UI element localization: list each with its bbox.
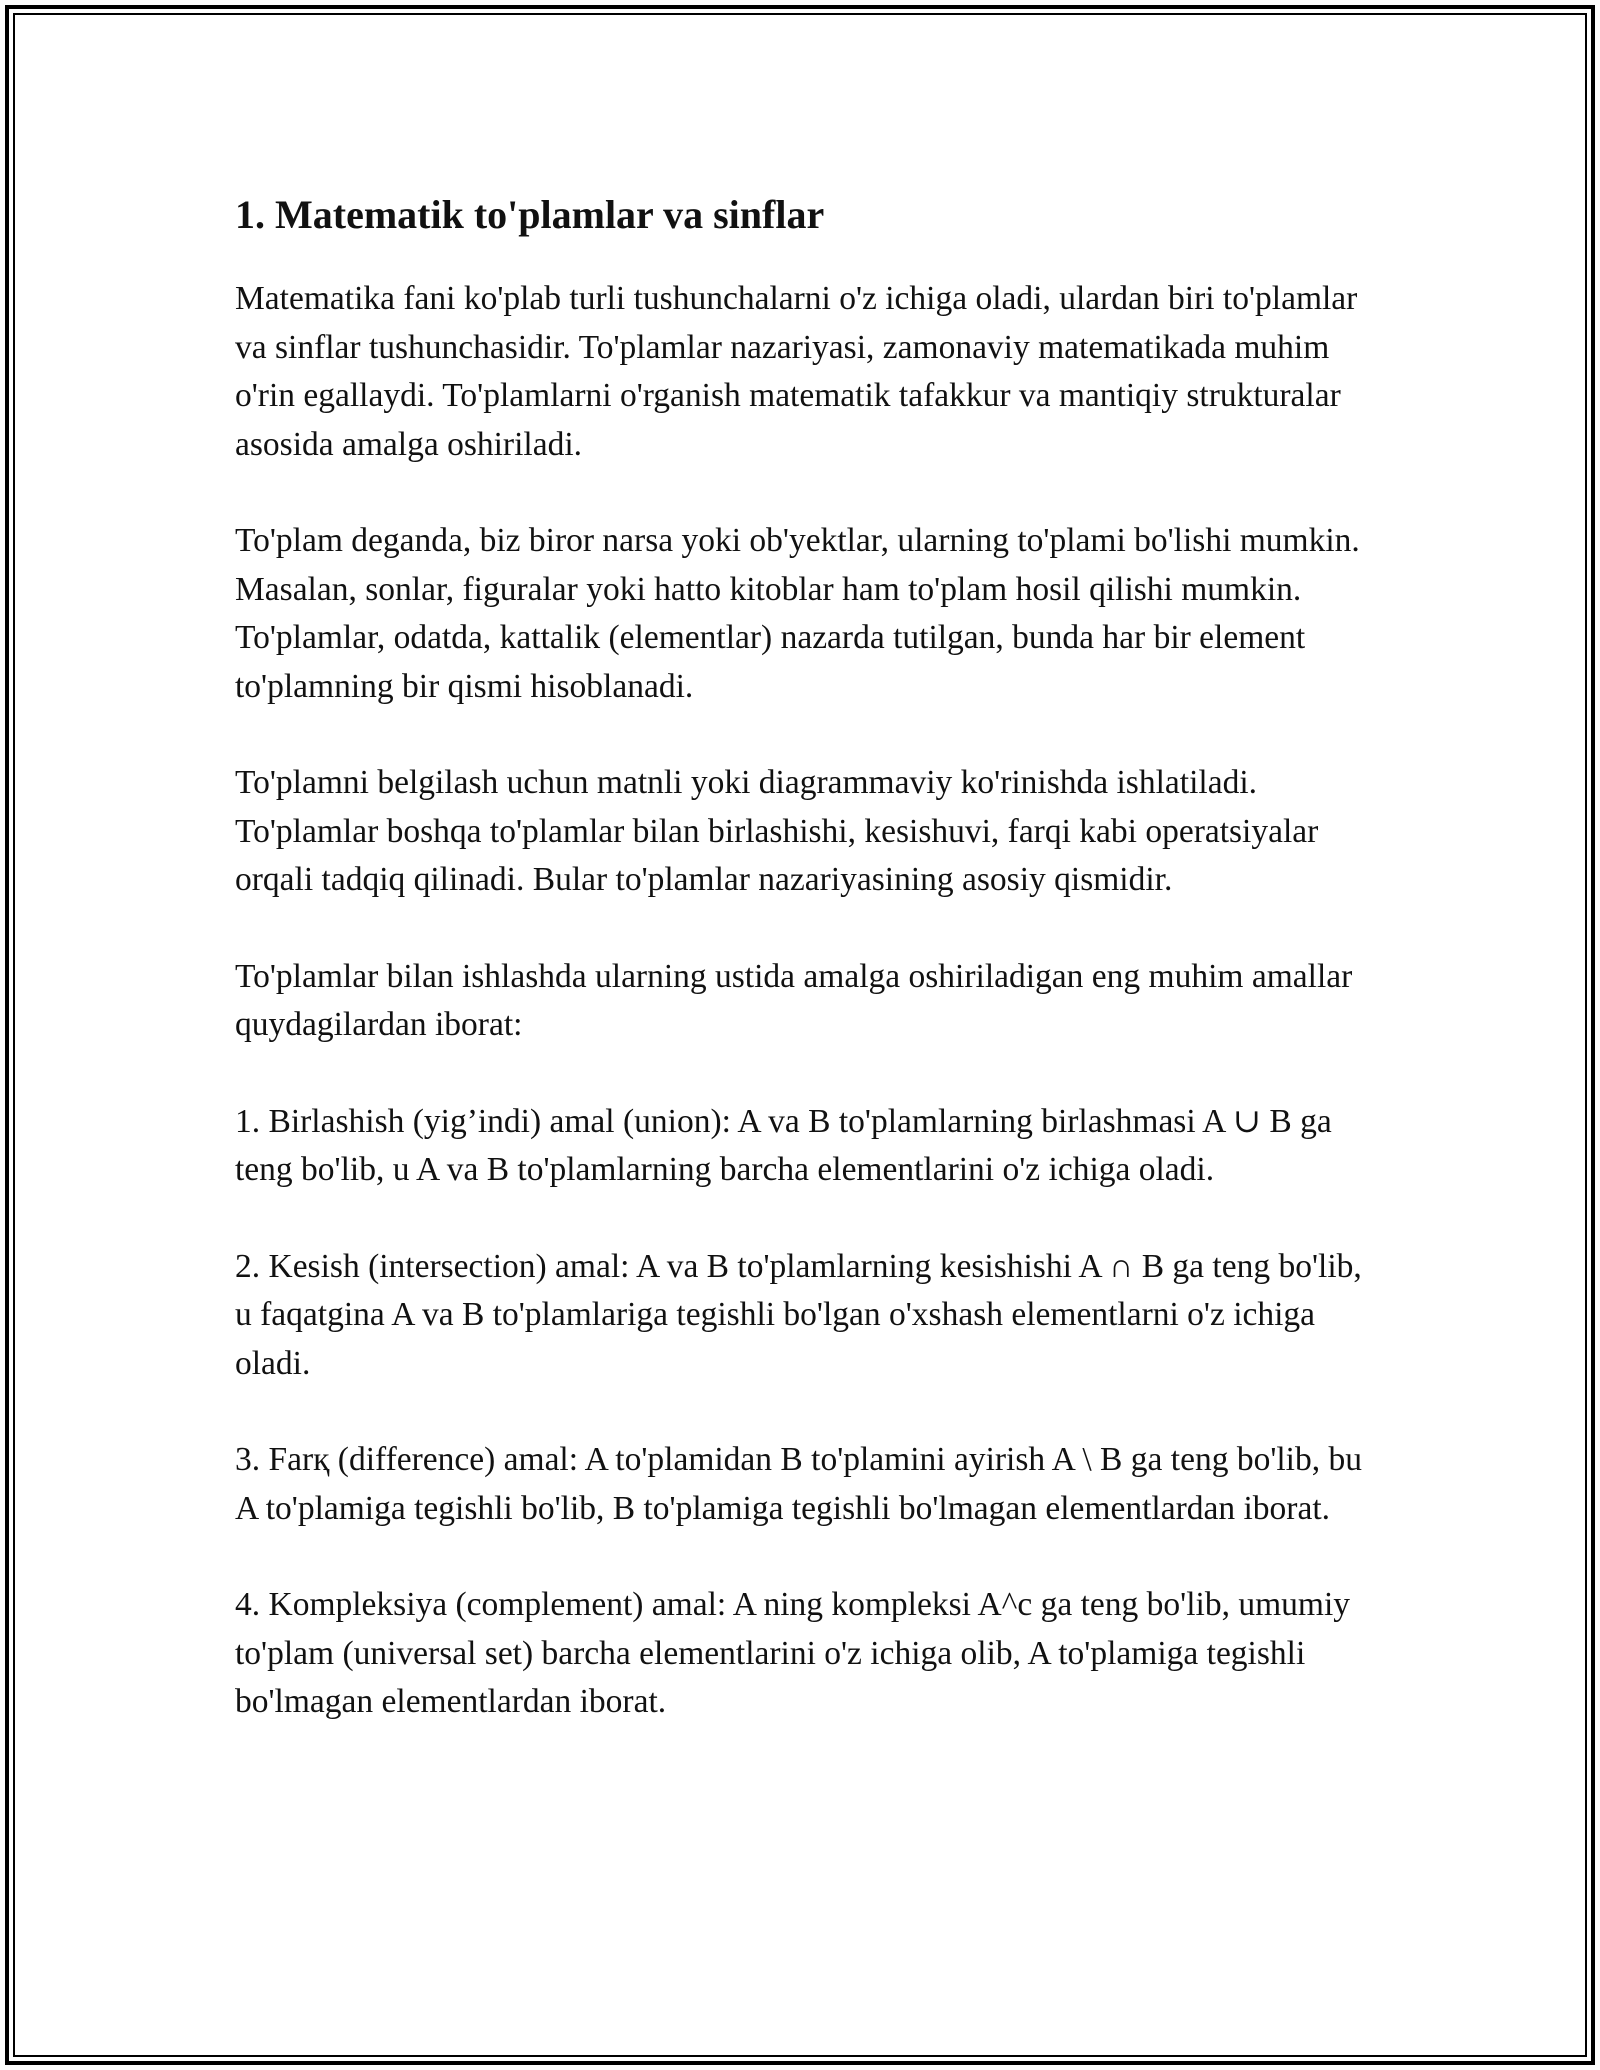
section-heading: 1. Matematik to'plamlar va sinflar xyxy=(235,192,825,237)
paragraph-notation: To'plamni belgilash uchun matnli yoki diagrammaviy ko'rinishda ishlatiladi. To'plamlar boshqa to'plamlar bilan birlashishi, kesishuvi, farqi kabi operatsiyalar orqali tadqiq qilinadi. Bular to'plamlar nazariyasining asosiy qismidir. xyxy=(235,764,1319,898)
paragraph-definition: To'plam deganda, biz biror narsa yoki ob'yektlar, ularning to'plami bo'lishi mumkin. Masalan, sonlar, figuralar yoki hatto kitoblar ham to'plam hosil qilishi mumkin. To'plamlar, odatda, kattalik (elementlar) nazarda tutilgan, bunda har bir element to'plamning bir qismi hisoblanadi. xyxy=(235,522,1360,705)
list-item-complement: 4. Kompleksiya (complement) amal: A ning kompleksi A^c ga teng bo'lib, umumiy to'plam (universal set) barcha elementlarini o'z ichiga olib, A to'plamiga tegishli bo'lmagan elementlardan iborat. xyxy=(235,1586,1351,1720)
paragraph-operations-intro: To'plamlar bilan ishlashda ularning ustida amalga oshiriladigan eng muhim amallar quydagilardan iborat: xyxy=(235,957,1353,1043)
document-body xyxy=(235,185,1385,1775)
list-item-union: 1. Birlashish (yig’indi) amal (union): A va B to'plamlarning birlashmasi A ∪ B ga teng bo'lib, u A va B to'plamlarning barcha elementlarini o'z ichiga oladi. xyxy=(235,1102,1332,1188)
list-item-difference: 3. Farқ (difference) amal: A to'plamidan B to'plamini ayirish A \ B ga teng bo'lib, bu A to'plamiga tegishli bo'lib, B to'plamiga tegishli bo'lmagan elementlardan iborat. xyxy=(235,1441,1362,1527)
list-item-intersection: 2. Kesish (intersection) amal: A va B to'plamlarning kesishishi A ∩ B ga teng bo'lib, u faqatgina A va B to'plamlariga tegishli bo'lgan o'xshash elementlarni o'z ichiga oladi. xyxy=(235,1247,1362,1382)
paragraph-intro: Matematika fani ko'plab turli tushunchalarni o'z ichiga oladi, ulardan biri to'plamlar va sinflar tushunchasidir. To'plamlar nazariyasi, zamonaviy matematikada muhim o'rin egallaydi. To'plamlarni o'rganish matematik tafakkur va mantiqiy strukturalar asosida amalga oshiriladi. xyxy=(235,280,1358,463)
